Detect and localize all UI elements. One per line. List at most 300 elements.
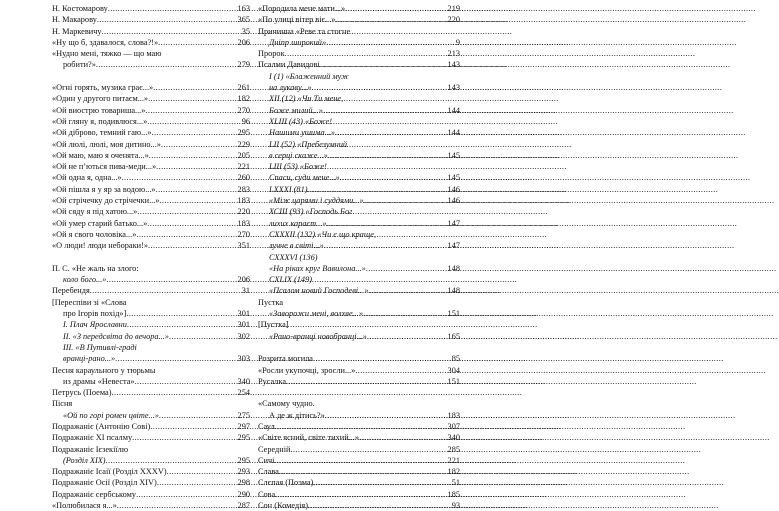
entry-title: Пісня (52, 399, 73, 409)
index-entry (52, 331, 250, 342)
entry-title: І (1) «Блаженний муж (269, 71, 349, 81)
dot-leader (274, 455, 446, 466)
entry-title: «Ну що б, здавалося, слова?!» (52, 37, 159, 47)
index-entry (52, 172, 250, 183)
dot-leader (313, 477, 450, 488)
dot-leader (137, 206, 236, 217)
entry-page-number: 183 (237, 196, 250, 206)
index-entry (52, 161, 250, 172)
dot-leader (335, 14, 446, 25)
entry-title: «Огні горять, музика грає...» (52, 83, 154, 93)
index-entry (258, 263, 460, 274)
dot-leader (275, 489, 446, 500)
index-entry (52, 82, 250, 93)
entry-title: «Ой я свого чоловіка...» (52, 229, 137, 239)
dot-leader (368, 285, 446, 296)
entry-title: «Рано-вранці новобранці...» (269, 331, 367, 341)
index-entry (258, 308, 460, 319)
index-entry (52, 477, 250, 488)
entry-title: лучче в світі...» (269, 241, 324, 251)
entry-title: «По улиці вітер віє...» (258, 15, 336, 25)
entry-title: «Росли укупочці, зросли...» (258, 365, 356, 375)
dot-leader (148, 93, 236, 104)
index-entry (258, 455, 460, 466)
index-entry (52, 3, 250, 14)
index-entry (258, 127, 460, 138)
entry-title: Подражаніє ХІ псалму (52, 433, 133, 443)
index-entry (258, 150, 460, 161)
entry-page-number: 307 (447, 421, 460, 431)
index-entry (258, 26, 460, 37)
entry-title: «Ой сяду я під хатою...» (52, 207, 138, 217)
entry-page-number: 146 (447, 196, 460, 206)
dot-leader (147, 116, 240, 127)
index-entry (258, 116, 460, 127)
entry-page-number: 220 (237, 207, 250, 217)
dot-leader (149, 150, 237, 161)
index-entry (258, 285, 460, 296)
entry-title: ІІІ. «В Путивлі-граді (63, 342, 137, 352)
entry-title: «Заворожи мені, волхве...» (269, 309, 364, 319)
dot-leader (127, 319, 237, 330)
dot-leader (150, 421, 236, 432)
index-entry (258, 376, 460, 387)
dot-leader (367, 331, 447, 342)
entry-page-number: 213 (447, 49, 460, 59)
entry-page-number: 148 (447, 263, 460, 273)
dot-leader (363, 308, 447, 319)
dot-leader (126, 308, 236, 319)
entry-title: LІІІ (53) «Боже! (269, 162, 327, 172)
entry-title: [Пустка] (258, 320, 289, 330)
entry-title: СХХХІІ (132) «Чи є що краще, (269, 229, 377, 239)
entry-page-number: 206 (237, 275, 250, 285)
entry-title: Спаси, суди мене...» (269, 173, 340, 183)
dot-leader (324, 240, 447, 251)
entry-page-number: 143 (447, 83, 460, 93)
index-entry (258, 93, 460, 104)
index-entry (52, 353, 250, 364)
entry-page-number: 147 (447, 218, 460, 228)
entry-page-number: 283 (237, 184, 250, 194)
dot-leader (136, 489, 236, 500)
dot-leader (147, 218, 236, 229)
entry-page-number: 35 (241, 26, 250, 36)
entry-title: Причинна «Реве та стогне (258, 26, 351, 36)
entry-page-number: 143 (447, 60, 460, 70)
entry-page-number: 303 (237, 354, 250, 364)
entry-page-number: 301 (237, 320, 250, 330)
entry-title: Подражаніє Ісаії (Розділ ХХХV) (52, 467, 167, 477)
entry-page-number: 144 (447, 128, 460, 138)
dot-leader (132, 432, 236, 443)
dot-leader (307, 184, 446, 195)
index-entry (52, 444, 250, 455)
index-entry (52, 240, 250, 251)
index-entry (258, 477, 460, 488)
dot-leader (135, 376, 237, 387)
index-entry (258, 489, 460, 500)
entry-title: П. С. «Не жаль на злого: (52, 263, 139, 273)
entry-title: «О люди! люди небораки!» (52, 241, 148, 251)
dot-leader (167, 466, 237, 477)
entry-title: Сичі (258, 455, 275, 465)
index-entry (52, 297, 250, 308)
entry-title: І. Плач Ярославни (63, 320, 127, 330)
entry-title: Сова (258, 489, 276, 499)
entry-page-number: 146 (447, 184, 460, 194)
index-entry (258, 139, 460, 150)
entry-title: Петрусь (Поема) (52, 388, 112, 398)
entry-title: «Псалом новий Господеві...» (269, 286, 369, 296)
entry-title: «Ой умер старий батько...» (52, 218, 148, 228)
entry-page-number: 285 (447, 444, 460, 454)
entry-title: Розрита могила (258, 354, 313, 364)
entry-title: Н. Макарову (52, 15, 97, 25)
dot-leader (106, 274, 236, 285)
index-column-right (258, 3, 460, 511)
index-entry (258, 59, 460, 70)
dot-leader (285, 48, 447, 59)
index-entry (52, 48, 250, 59)
entry-title: Нашими ушима...» (269, 128, 335, 138)
dot-leader (320, 59, 447, 70)
index-entry (258, 410, 460, 421)
index-entry (52, 410, 250, 421)
index-entry (52, 184, 250, 195)
index-entry (52, 274, 250, 285)
entry-title: А де ж дітись?» (269, 410, 325, 420)
dot-leader (97, 14, 237, 25)
index-entry (258, 319, 460, 330)
entry-title: «Ой люлі, люлі, моя дитино...» (52, 139, 161, 149)
index-entry (258, 184, 460, 195)
entry-page-number: 85 (451, 354, 460, 364)
index-entry (52, 308, 250, 319)
entry-title: «Самому чудно. (258, 399, 315, 409)
entry-page-number: 147 (447, 241, 460, 251)
entry-page-number: 365 (237, 15, 250, 25)
dot-leader (136, 229, 236, 240)
entry-page-number: 298 (237, 478, 250, 488)
index-entry (258, 3, 460, 14)
entry-page-number: 206 (237, 37, 250, 47)
entry-page-number: 151 (447, 309, 460, 319)
entry-page-number: 183 (237, 218, 250, 228)
index-entry (52, 150, 250, 161)
entry-page-number: 340 (237, 376, 250, 386)
entry-page-number: 144 (447, 105, 460, 115)
entry-title: СХХХVІ (136) (269, 252, 318, 262)
dot-leader (111, 387, 236, 398)
index-entry (258, 14, 460, 25)
entry-title: Н. Маркевичу (52, 26, 102, 36)
index-entry (52, 489, 250, 500)
entry-title: ХІІ (12) «Чи Ти мене, (269, 94, 344, 104)
index-entry (258, 297, 460, 308)
entry-page-number: 260 (237, 173, 250, 183)
dot-leader (108, 3, 237, 14)
dot-leader (290, 444, 446, 455)
entry-title: «Ой по горі ромен цвіте...» (63, 410, 159, 420)
dot-leader (364, 195, 447, 206)
dot-leader (159, 195, 236, 206)
entry-title: «На ріках круг Вавилона...» (269, 263, 366, 273)
entry-title: Подражаніє сербському (52, 489, 137, 499)
entry-title: LХХХІ (81) (269, 184, 308, 194)
index-entry (258, 240, 460, 251)
dot-leader (279, 466, 447, 477)
entry-page-number: 221 (447, 455, 460, 465)
index-entry (52, 455, 250, 466)
entry-title: «Ой одна я, одна...» (52, 173, 122, 183)
index-entry (52, 342, 250, 353)
entry-title: Подражаніє Ієзекіїлю (52, 444, 129, 454)
index-entry (52, 285, 250, 296)
entry-page-number: 229 (237, 139, 250, 149)
entry-title: «Один у другого питаєм...» (52, 94, 149, 104)
entry-page-number: 302 (237, 331, 250, 341)
index-entry (258, 500, 460, 511)
entry-title: Подражаніє Осії (Розділ XIV) (52, 478, 157, 488)
entry-title: «Світе ясний, світе тихий...» (258, 433, 360, 443)
entry-page-number: 148 (447, 286, 460, 296)
entry-title: [Переспіви зі «Слова (52, 297, 127, 307)
index-entry (52, 218, 250, 229)
entry-page-number: 351 (237, 241, 250, 251)
entry-title: «Ой маю, маю я оченята...» (52, 150, 149, 160)
entry-title: на лукаву...» (269, 83, 312, 93)
entry-page-number: 182 (237, 94, 250, 104)
entry-title: «Ой виострю товариша...» (52, 105, 146, 115)
dot-leader (308, 500, 451, 511)
entry-title: про Ігорів похід»] (63, 309, 127, 319)
entry-title: Дніпр широкий» (269, 37, 327, 47)
entry-page-number: 297 (237, 421, 250, 431)
index-entry (52, 14, 250, 25)
dot-leader (159, 410, 237, 421)
entry-title: СХLІХ (149) (269, 275, 312, 285)
dot-leader (90, 285, 241, 296)
dot-leader (286, 376, 447, 387)
index-entry (258, 218, 460, 229)
entry-page-number: 301 (237, 309, 250, 319)
entry-page-number: 31 (241, 286, 250, 296)
entry-page-number: 295 (237, 433, 250, 443)
entry-title: Саул (258, 421, 275, 431)
entry-title: Слава (258, 467, 279, 477)
dot-leader (313, 353, 451, 364)
entry-title: Русалка (258, 376, 287, 386)
index-entry (258, 71, 460, 82)
entry-page-number: 220 (447, 15, 460, 25)
dot-leader (340, 172, 447, 183)
dot-leader (325, 410, 447, 421)
index-entry (258, 421, 460, 432)
index-entry (52, 229, 250, 240)
index-entry (52, 432, 250, 443)
index-entry (258, 37, 460, 48)
index-spacer (258, 342, 460, 353)
index-entry (258, 444, 460, 455)
index-entry (258, 432, 460, 443)
dot-leader (106, 455, 237, 466)
entry-title: «Породила мене мати...» (258, 4, 346, 13)
entry-page-number: 270 (237, 229, 250, 239)
entry-title: «Між царями і суддями...» (269, 196, 364, 206)
entry-title: ХLІІІ (43) «Боже! (269, 116, 332, 126)
entry-page-number: 295 (237, 455, 250, 465)
entry-title: ХСІІІ (93) «Господь Бог (269, 207, 353, 217)
entry-title: из драмы «Невеста» (63, 376, 135, 386)
entry-title: ІІ. «З передсвіта до вечора...» (63, 331, 169, 341)
entry-title: «Полюбилася я...» (52, 501, 117, 511)
entry-title: Пустка (258, 297, 284, 307)
index-spacer (52, 71, 250, 82)
entry-title: в серці скаже...» (269, 150, 328, 160)
dot-leader (158, 37, 236, 48)
index-entry (52, 116, 250, 127)
index-entry (258, 82, 460, 93)
entry-page-number: 261 (237, 83, 250, 93)
dot-leader (275, 421, 447, 432)
entry-page-number: 340 (447, 433, 460, 443)
index-entry (258, 105, 460, 116)
entry-title: вранці-рано...» (63, 354, 116, 364)
index-spacer (52, 252, 250, 263)
index-entry (258, 206, 460, 217)
entry-page-number: 293 (237, 467, 250, 477)
index-entry (52, 59, 250, 70)
index-entry (258, 48, 460, 59)
dot-leader (115, 353, 236, 364)
dot-leader (102, 26, 241, 37)
entry-page-number: 295 (237, 128, 250, 138)
entry-page-number: 275 (237, 410, 250, 420)
entry-page-number: 205 (237, 150, 250, 160)
entry-title: коло бого...» (63, 275, 107, 285)
dot-leader (359, 432, 447, 443)
index-entry (52, 319, 250, 330)
index-entry (52, 26, 250, 37)
index-entry (52, 139, 250, 150)
dot-leader (328, 150, 447, 161)
entry-page-number: 182 (447, 467, 460, 477)
index-entry (258, 195, 460, 206)
index-entry (258, 229, 460, 240)
index-entry (52, 127, 250, 138)
dot-leader (156, 184, 237, 195)
index-entry (52, 195, 250, 206)
entry-page-number: 304 (447, 365, 460, 375)
entry-page-number: 165 (447, 331, 460, 341)
index-entry (52, 263, 250, 274)
dot-leader (157, 477, 237, 488)
index-entry (52, 365, 250, 376)
dot-leader (161, 139, 237, 150)
entry-page-number: 93 (451, 501, 460, 511)
entry-page-number: 254 (237, 388, 250, 398)
entry-title: Песня караульного у тюрьмы (52, 365, 156, 375)
dot-leader (345, 3, 446, 14)
index-entry (258, 353, 460, 364)
index-entry (258, 172, 460, 183)
index-entry (52, 206, 250, 217)
entry-page-number: 270 (237, 105, 250, 115)
entry-title: «Ой гляну я, подивлюся...» (52, 116, 148, 126)
entry-page-number: 9 (455, 37, 460, 47)
entry-title: «Ой діброво, темний гаю...» (52, 128, 152, 138)
entry-title: «Ой не п’ються пива-меди...» (52, 162, 157, 172)
entry-title: (Розділ ХІХ) (63, 455, 106, 465)
entry-title: Перебендя (52, 286, 90, 296)
entry-page-number: 151 (447, 376, 460, 386)
entry-title: Середній (258, 444, 291, 454)
entry-title: «Ой стрічечку до стрічечки...» (52, 196, 160, 206)
dot-leader (323, 105, 447, 116)
entry-title: LІІ (52) «Пребезумний (269, 139, 348, 149)
entry-title: Пророк (258, 49, 285, 59)
dot-leader (151, 127, 236, 138)
entry-title: Н. Костомарову (52, 4, 108, 13)
dot-leader (335, 127, 447, 138)
entry-page-number: 221 (237, 162, 250, 172)
entry-title: лихих караєт...» (269, 218, 327, 228)
index-entry (52, 398, 250, 409)
entry-page-number: 96 (241, 116, 250, 126)
entry-page-number: 145 (447, 173, 460, 183)
index-entry (52, 500, 250, 511)
index-entry (258, 274, 460, 285)
entry-title: Сон (Комедія) (258, 501, 308, 511)
index-entry (258, 331, 460, 342)
entry-title: Боже милий...» (269, 105, 323, 115)
index-entry (52, 421, 250, 432)
entry-page-number: 185 (447, 489, 460, 499)
entry-page-number: 287 (237, 501, 250, 511)
index-entry (52, 37, 250, 48)
index-entry (52, 93, 250, 104)
dot-leader (326, 37, 455, 48)
entry-title: «Нудно мені, тяжко — що маю (52, 49, 162, 59)
index-spacer (258, 387, 460, 398)
dot-leader (312, 82, 447, 93)
index-entry (52, 376, 250, 387)
index-entry (258, 398, 460, 409)
dot-leader (169, 331, 237, 342)
index-entry (258, 161, 460, 172)
entry-page-number: 183 (447, 410, 460, 420)
index-entry (52, 466, 250, 477)
dot-leader (153, 82, 236, 93)
dot-leader (156, 161, 236, 172)
dot-leader (96, 59, 237, 70)
dot-leader (366, 263, 447, 274)
entry-page-number: 290 (237, 489, 250, 499)
dot-leader (145, 105, 236, 116)
entry-page-number: 145 (447, 150, 460, 160)
entry-title: Слєпая (Поэма) (258, 478, 314, 488)
dot-leader (117, 500, 237, 511)
index-entry (258, 252, 460, 263)
entry-title: «Ой пішла я у яр за водою...» (52, 184, 156, 194)
dot-leader (148, 240, 237, 251)
entry-page-number: 219 (447, 4, 460, 13)
index-entry (258, 466, 460, 477)
dot-leader (327, 218, 447, 229)
index-entry (258, 365, 460, 376)
index-entry (52, 105, 250, 116)
